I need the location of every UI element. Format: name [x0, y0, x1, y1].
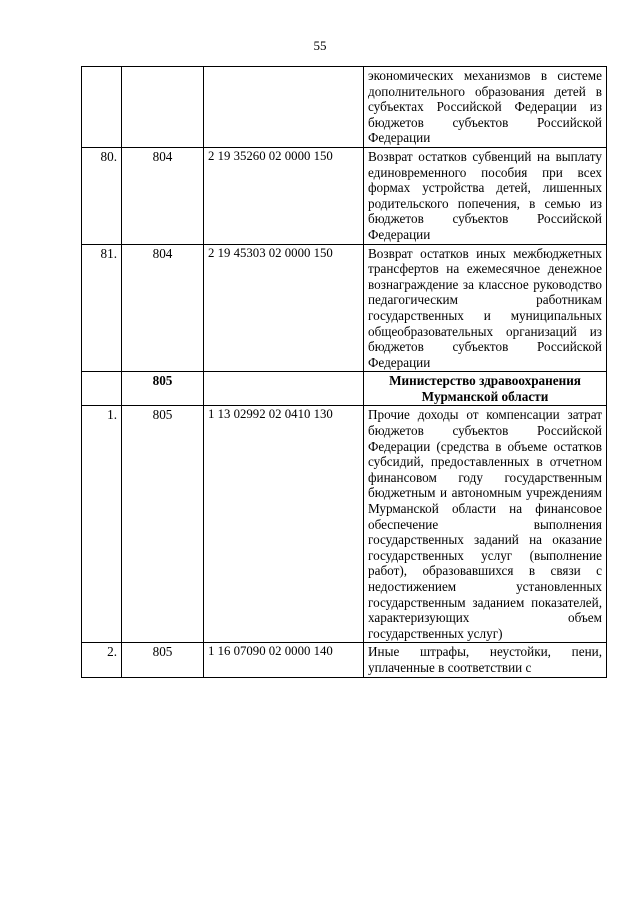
administrator-code: 805 — [122, 643, 204, 677]
administrator-code: 804 — [122, 147, 204, 244]
table-row — [82, 643, 607, 677]
row-number: 81. — [82, 244, 122, 372]
administrator-code — [122, 67, 204, 148]
budget-classification-code: 1 13 02992 02 0410 130 — [204, 406, 364, 643]
revenue-name: Возврат остатков субвенций на выплату единовременного пособия при всех формах устройства детей, лишенных родительского попечения, в семью из бюджетов субъектов Российской Федерации — [364, 147, 607, 244]
table-row — [82, 67, 607, 148]
revenue-codes-table — [81, 66, 607, 678]
table-row — [82, 147, 607, 244]
budget-classification-code: 2 19 45303 02 0000 150 — [204, 244, 364, 372]
row-number — [82, 67, 122, 148]
revenue-name: Прочие доходы от компенсации затрат бюджетов субъектов Российской Федерации (средства в объеме остатков субсидий, предоставленных в отчетном финансовом году государственным бюджетным и автономным учреждениям Мурманской области на финансовое обеспечение выполнения государственных заданий на оказание государственных услуг (выполнение работ), образовавшихся в связи с недостижением установленных государственным заданием показателей, характеризующих объем государственных услуг) — [364, 406, 607, 643]
row-number: 80. — [82, 147, 122, 244]
section-header-row — [82, 372, 607, 406]
page-number: 55 — [313, 38, 327, 53]
revenue-name: экономических механизмов в системе дополнительного образования детей в субъектах Российской Федерации из бюджетов субъектов Российской Федерации — [364, 67, 607, 148]
row-number: 1. — [82, 406, 122, 643]
administrator-code: 804 — [122, 244, 204, 372]
budget-classification-code — [204, 372, 364, 406]
administrator-code: 805 — [122, 406, 204, 643]
administrator-name: Министерство здравоохранения Мурманской области — [364, 372, 607, 406]
table-row — [82, 406, 607, 643]
budget-classification-code: 1 16 07090 02 0000 140 — [204, 643, 364, 677]
row-number — [82, 372, 122, 406]
table-row — [82, 244, 607, 372]
administrator-code: 805 — [122, 372, 204, 406]
budget-classification-code: 2 19 35260 02 0000 150 — [204, 147, 364, 244]
revenue-name: Иные штрафы, неустойки, пени, уплаченные в соответствии с — [364, 643, 607, 677]
budget-classification-code — [204, 67, 364, 148]
row-number: 2. — [82, 643, 122, 677]
revenue-name: Возврат остатков иных межбюджетных трансфертов на ежемесячное денежное вознаграждение за классное руководство педагогическим работникам государственных и муниципальных общеобразовательных организаций из бюджетов субъектов Российской Федерации — [364, 244, 607, 372]
